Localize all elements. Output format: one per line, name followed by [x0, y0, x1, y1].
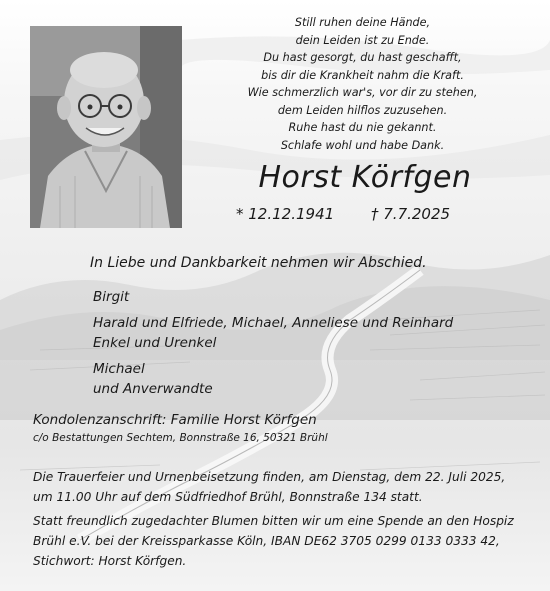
poem-line: bis dir die Krankheit nahm die Kraft.	[261, 68, 464, 82]
poem-line: dein Leiden ist zu Ende.	[295, 33, 430, 47]
farewell-text: In Liebe und Dankbarkeit nehmen wir Abschied.	[90, 255, 427, 271]
poem-line: Schlafe wohl und habe Dank.	[280, 138, 445, 152]
ceremony-line: um 11.00 Uhr auf dem Südfriedhof Brühl, Bonnstraße 134 statt.	[33, 490, 423, 504]
mourner-line: Michael	[93, 361, 145, 377]
donation-line: Brühl e.V. bei der Kreissparkasse Köln, IBAN DE62 3705 0299 0133 0333 42,	[33, 534, 500, 548]
donation-line: Stichwort: Horst Körfgen.	[33, 554, 187, 568]
death-date: † 7.7.2025	[371, 205, 451, 223]
deceased-name: Horst Körfgen	[258, 160, 472, 195]
mourner-line: und Anverwandte	[93, 381, 213, 397]
poem-line: Du hast gesorgt, du hast geschafft,	[263, 51, 462, 64]
ceremony-line: Die Trauerfeier und Urnenbeisetzung finden, am Dienstag, dem 22. Juli 2025,	[33, 470, 506, 484]
birth-date: * 12.12.1941	[236, 205, 335, 223]
donation-info	[33, 511, 533, 571]
poem-line: Ruhe hast du nie gekannt.	[288, 121, 437, 134]
condolence-address: c/o Bestattungen Sechtem, Bonnstraße 16, 50321 Brühl	[33, 432, 328, 444]
mourner-line: Harald und Elfriede, Michael, Anneliese und Reinhard	[93, 315, 454, 331]
poem	[190, 14, 535, 154]
poem-line: Still ruhen deine Hände,	[294, 16, 431, 29]
poem-line: Wie schmerzlich war's, vor dir zu stehen,	[247, 86, 478, 99]
poem-line: dem Leiden hilflos zuzusehen.	[277, 103, 448, 117]
ceremony-info	[33, 467, 533, 507]
condolence-title: Kondolenzanschrift: Familie Horst Körfgen	[33, 412, 317, 428]
donation-line: Statt freundlich zugedachter Blumen bitten wir um eine Spende an den Hospiz	[33, 514, 514, 528]
mourner-line: Enkel und Urenkel	[93, 335, 217, 351]
portrait-photo	[30, 26, 182, 228]
mourner-line: Birgit	[93, 289, 130, 305]
